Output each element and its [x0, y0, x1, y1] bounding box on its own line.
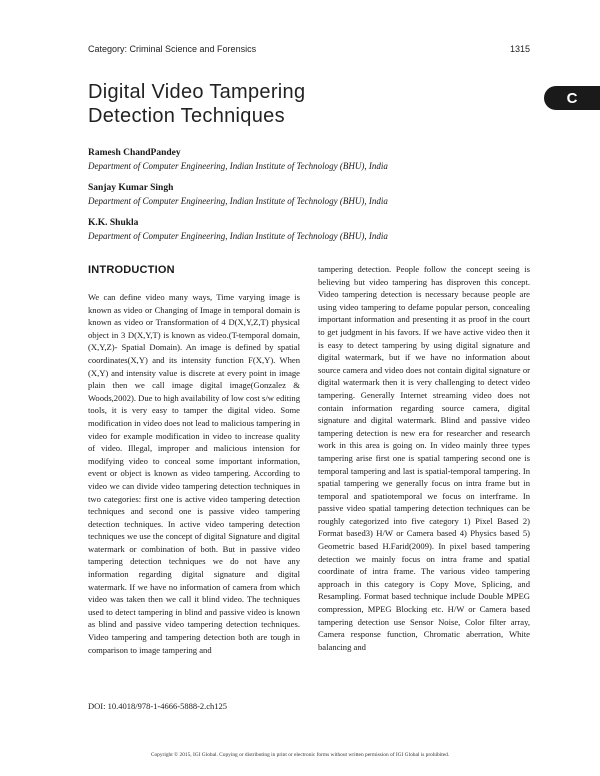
- page-number: 1315: [509, 44, 530, 54]
- doi-line: DOI: 10.4018/978-1-4666-5888-2.ch125: [88, 701, 228, 711]
- author-affiliation: Department of Computer Engineering, Indian Institute of Technology (BHU), India: [88, 231, 388, 241]
- author-name: Sanjay Kumar Singh: [88, 183, 174, 193]
- introduction-heading: INTRODUCTION: [88, 264, 175, 276]
- introduction-paragraph-left: We can define video many ways, Time varying image is known as video or Changing of Image in temporal domain is known as video or Transformation of 4 D(X,Y,Z,T) physical object in 3 D(X,Y,T) is known as video.(T-temporal domain, (X,Y,Z)- Spatial Domain). An image is defined by spatial coordinates(X,Y) and its intensity function F(X,Y). When (X,Y) and intensity value is discrete at every point in image plain then we call image digital image(Gonzalez & Woods,2002). Due to high availability of low cost s/w editing tools, it is very easy to tamper the digital video. Some modification in video does not lead to malicious tampering in video for example modification in video to increase quality of video. Illegal, improper and malicious intension for modifying video to conceal some important information, event or object is known as video tampering. According to video we can divide video tampering detection techniques in two categories: first one is active video tampering detection techniques and second one is passive video tampering detection techniques. In active video tampering detection techniques we use the concept of digital Signature and digital watermark or combination of both. But in passive video tampering detection techniques we do not have any information regarding digital signature and digital watermark. If we have no information of camera from which video was taken then we call it blind video. The techniques used to detect tampering in blind and passive video is known as blind and passive video tampering detection techniques. Video tampering and tampering detection both are tough in comparison to image tampering and: [88, 292, 300, 655]
- left-column: [88, 263, 300, 656]
- introduction-paragraph-right: tampering detection. People follow the concept seeing is believing but video tampering has disproven this concept. Video tampering detection is necessary because people are using video tampering to defame popular person, concealing important information and presenting it as proof in the court to get judgment in his favors. If we have active video then it is easy to detect tampering by using digital signature and digital watermark, but if we have no information about source camera and video does not contain digital signature or digital watermark then it is very challenging to detect video tampering. Generally Internet streaming video does not contain information regarding source camera, digital signature and digital watermark. Blind and passive video tampering detection is new era for researcher and research work in this area is going on. In video mainly three types tampering arise first one is spatial tampering second one is temporal tampering and last is spatial-temporal tampering. In spatial tampering we generally focus on intra frame but in temporal and spatiotemporal we focus on interframe. In passive video spatial tampering detection techniques can be roughly categorized into five category 1) Pixel Based 2) Format based3) H/W or Camera based 4) Physics based 5) Geometric based H.Farid(2009). In pixel based tampering detection we mainly focus on intra frame and spatial coordinate of intra frame. The various video tampering approach in this category is Copy Move, Splicing, and Resampling. Format based technique include Double MPEG compression, MPEG Blocking etc. H/W or Camera based tampering detection use Sensor Noise, Color filter array, Camera response function, Chromatic aberration, White balancing and: [318, 264, 530, 652]
- article-title: [88, 80, 305, 128]
- author-block-1: [88, 147, 388, 172]
- article-title-line-2: Detection Techniques: [88, 105, 285, 127]
- author-name: Ramesh ChandPandey: [88, 148, 181, 158]
- section-letter-tab: [544, 86, 600, 110]
- copyright-footer: Copyright © 2015, IGI Global. Copying or distributing in print or electronic forms without written permission of IGI Global is prohibited.: [150, 752, 450, 758]
- author-affiliation: Department of Computer Engineering, Indian Institute of Technology (BHU), India: [88, 161, 388, 171]
- author-affiliation: Department of Computer Engineering, Indian Institute of Technology (BHU), India: [88, 196, 388, 206]
- author-block-3: [88, 217, 388, 242]
- section-letter: C: [566, 89, 578, 107]
- author-block-2: [88, 182, 388, 207]
- right-column: [318, 263, 530, 653]
- author-name: K.K. Shukla: [88, 218, 139, 228]
- article-title-line-1: Digital Video Tampering: [88, 81, 306, 103]
- running-header-category: Category: Criminal Science and Forensics: [88, 44, 257, 54]
